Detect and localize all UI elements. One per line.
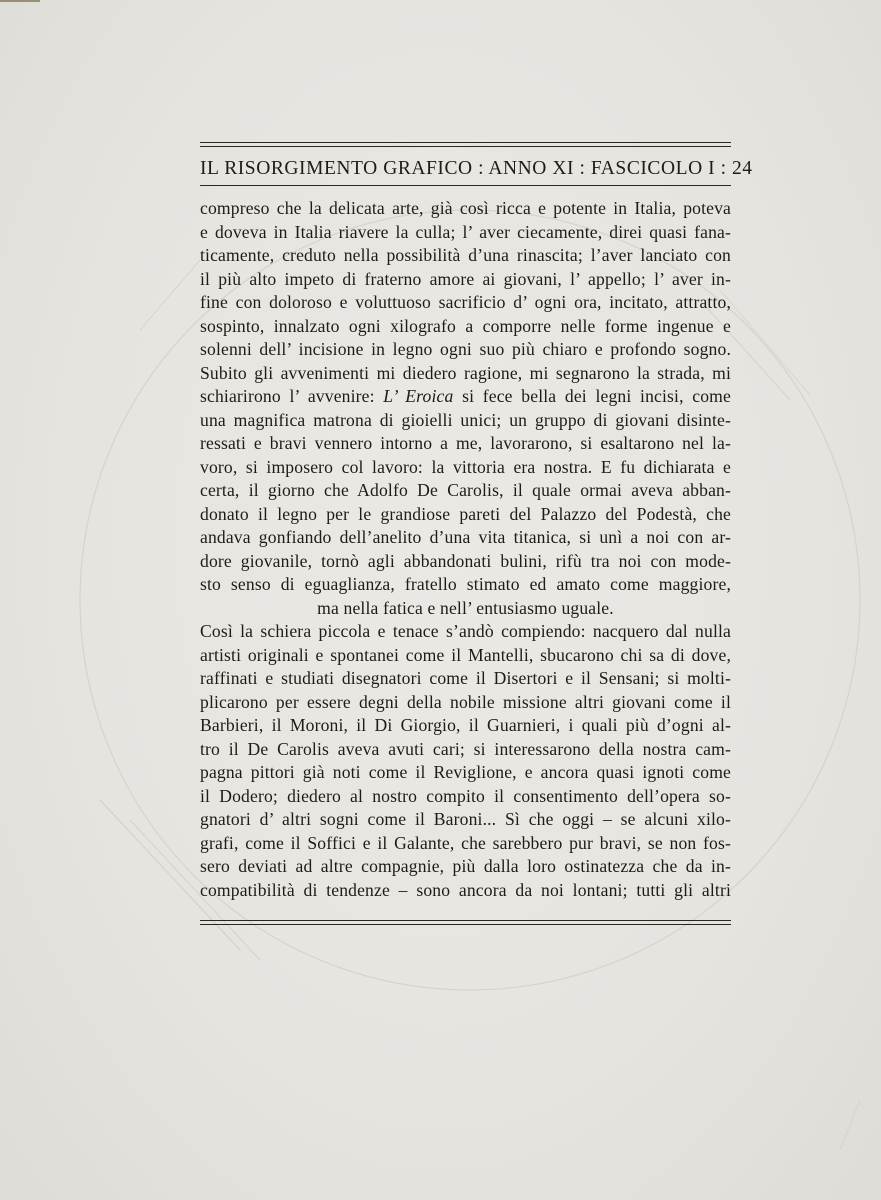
text-line-segment: dore giovanile, tornò agli abbandonati bulini, rifù tra noi con mode- <box>200 550 731 571</box>
text-line <box>200 432 731 456</box>
text-line <box>200 573 731 597</box>
text-line-segment: Così la schiera piccola e tenace s’andò compiendo: nacquero dal nulla <box>200 621 731 641</box>
text-line-segment: schiarirono l’ avvenire: <box>200 386 384 406</box>
text-line <box>200 526 731 550</box>
text-line <box>200 362 731 386</box>
text-line <box>200 785 731 809</box>
text-line-segment: voro, si imposero col lavoro: la vittoria era nostra. E fu dichiarata e <box>200 456 731 477</box>
text-line-segment: si fece bella dei legni incisi, come <box>453 386 731 406</box>
text-line-segment: plicarono per essere degni della nobile missione altri giovani come il <box>200 691 731 712</box>
text-line <box>200 385 731 409</box>
text-line-segment: tro il De Carolis aveva avuti cari; si interessarono della nostra cam- <box>200 738 731 759</box>
text-line <box>200 879 731 903</box>
text-line-segment: ticamente, creduto nella possibilità d’una rinascita; l’aver lanciato con <box>200 245 731 265</box>
running-head: IL RISORGIMENTO GRAFICO : ANNO XI : FASCICOLO I : 24 <box>200 158 753 179</box>
text-line-segment: raffinati e studiati disegnatori come il Disertori e il Sensani; si molti- <box>200 668 731 688</box>
text-line-segment: artisti originali e spontanei come il Mantelli, sbucarono chi sa di dove, <box>200 644 731 665</box>
text-line-segment: certa, il giorno che Adolfo De Carolis, il quale ormai aveva abban- <box>200 480 731 500</box>
text-line <box>200 550 731 574</box>
text-line <box>200 691 731 715</box>
text-line-segment: compatibilità di tendenze – sono ancora da noi lontani; tutti gli altri <box>200 879 731 900</box>
text-line <box>200 667 731 691</box>
text-line-segment: fine con doloroso e voluttuoso sacrificio d’ ogni ora, incitato, attratto, <box>200 292 731 312</box>
text-line-segment: compreso che la delicata arte, già così ricca e potente in Italia, poteva <box>200 198 731 218</box>
text-line-segment: il più alto impeto di fraterno amore ai giovani, l’ appello; l’ aver in- <box>200 268 731 289</box>
text-line-segment: solenni dell’ incisione in legno ogni suo più chiaro e profondo sogno. <box>200 339 731 359</box>
text-line <box>200 221 731 245</box>
text-line-segment: Barbieri, il Moroni, il Di Giorgio, il Guarnieri, i quali più d’ogni al- <box>200 715 731 735</box>
text-line-segment: sospinto, innalzato ogni xilografo a comporre nelle forme ingenue e <box>200 315 731 336</box>
text-line-segment: gnatori d’ altri sogni come il Baroni... Sì che oggi – se alcuni xilo- <box>200 809 731 829</box>
text-line <box>200 597 731 621</box>
text-line <box>200 338 731 362</box>
text-line <box>200 761 731 785</box>
text-line-segment: sero deviati ad altre compagnie, più dalla loro ostinatezza che da in- <box>200 856 731 876</box>
text-line <box>200 244 731 268</box>
text-line <box>200 503 731 527</box>
text-line <box>200 644 731 668</box>
text-line <box>200 197 731 221</box>
text-line <box>200 808 731 832</box>
text-line-segment: pagna pittori già noti come il Reviglione, e ancora quasi ignoti come <box>200 762 731 782</box>
italic-title: L’ Eroica <box>383 386 454 406</box>
text-line <box>200 456 731 480</box>
text-line <box>200 855 731 879</box>
text-line <box>200 315 731 339</box>
footer-rule <box>200 920 731 925</box>
text-line-segment: grafi, come il Soffici e il Galante, che sarebbero pur bravi, se non fos- <box>200 832 731 853</box>
text-line-segment: andava gonfiando dell’anelito d’una vita titanica, si unì a noi con ar- <box>200 527 731 547</box>
text-line-segment: e doveva in Italia riavere la culla; l’ aver ciecamente, direi quasi fana- <box>200 221 731 242</box>
text-line <box>200 479 731 503</box>
text-line-segment: Subito gli avvenimenti mi diedero ragione, mi segnarono la strada, mi <box>200 362 731 383</box>
text-line <box>200 832 731 856</box>
text-line <box>200 620 731 644</box>
body-text <box>200 197 731 902</box>
text-line <box>200 714 731 738</box>
text-line-segment: sto senso di eguaglianza, fratello stimato ed amato come maggiore, <box>200 574 731 594</box>
text-line <box>200 268 731 292</box>
text-line-segment: una magnifica matrona di gioielli unici; un gruppo di giovani disinte- <box>200 409 731 430</box>
text-line-segment: il Dodero; diedero al nostro compito il consentimento dell’opera so- <box>200 785 731 806</box>
text-line <box>200 738 731 762</box>
header-rule-bottom <box>200 185 731 186</box>
text-line <box>200 291 731 315</box>
text-line <box>200 409 731 433</box>
text-line-segment: ma nella fatica e nell’ entusiasmo uguale. <box>317 597 614 618</box>
text-line-segment: ressati e bravi vennero intorno a me, lavorarono, si esaltarono nel la- <box>200 433 731 453</box>
header-rule-top <box>200 142 731 147</box>
text-line-segment: donato il legno per le grandiose pareti del Palazzo del Podestà, che <box>200 503 731 524</box>
